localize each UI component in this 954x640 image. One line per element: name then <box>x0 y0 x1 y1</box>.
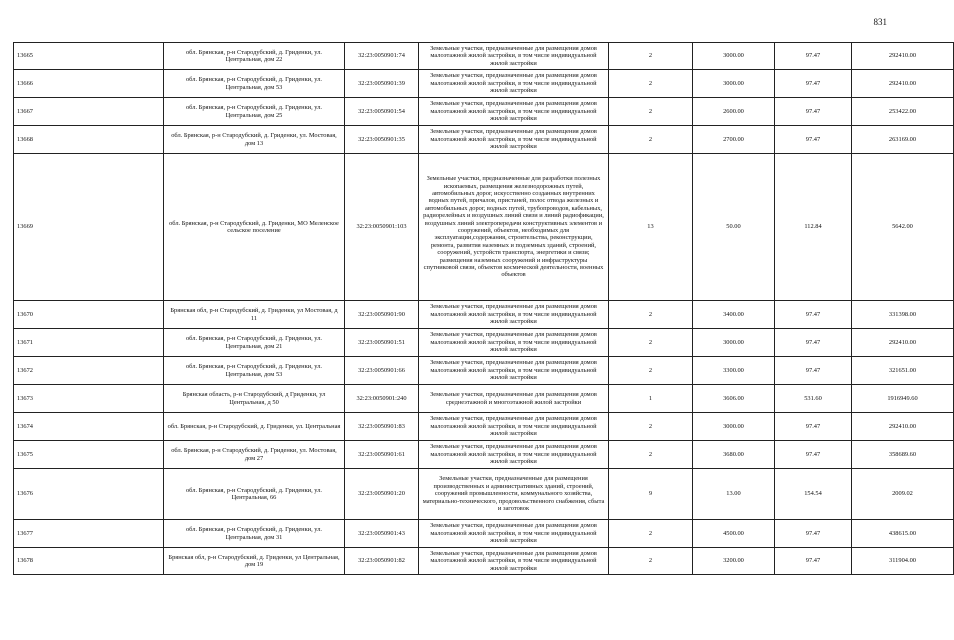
cadastral-number-cell: 32:23:0050901:39 <box>345 70 419 98</box>
unit-value-cell: 97.47 <box>775 413 852 441</box>
address-cell: обл. Брянская, р-н Стародубский, д. Гриденки, ул. Центральная, дом 53 <box>164 70 345 98</box>
area-cell: 3000.00 <box>693 70 775 98</box>
area-cell: 13.00 <box>693 469 775 520</box>
table-row <box>14 126 954 154</box>
area-cell: 3680.00 <box>693 441 775 469</box>
cadastral-number-cell: 32:23:0050901:83 <box>345 413 419 441</box>
address-cell: обл. Брянская, р-н Стародубский, д. Гриденки, ул. Мостовая, дом 27 <box>164 441 345 469</box>
address-cell: обл. Брянская, р-н Стародубский, д. Гриденки, ул. Центральная, дом 21 <box>164 329 345 357</box>
unit-value-cell: 97.47 <box>775 520 852 548</box>
table-row <box>14 301 954 329</box>
area-cell: 2700.00 <box>693 126 775 154</box>
cadastral-value-cell: 5642.00 <box>852 154 954 301</box>
table-row <box>14 548 954 575</box>
cadastral-value-cell: 292410.00 <box>852 413 954 441</box>
row-id-cell: 13667 <box>14 98 164 126</box>
row-id-cell: 13669 <box>14 154 164 301</box>
use-class-cell: 2 <box>609 126 693 154</box>
cadastral-value-cell: 292410.00 <box>852 43 954 70</box>
land-use-cell: Земельные участки, предназначенные для размещения домов среднеэтажной и многоэтажной жилой застройки <box>419 385 609 413</box>
land-use-cell: Земельные участки, предназначенные для размещения домов малоэтажной жилой застройки, в том числе индивидуальной жилой застройки <box>419 70 609 98</box>
use-class-cell: 2 <box>609 43 693 70</box>
land-use-cell: Земельные участки, предназначенные для размещения домов малоэтажной жилой застройки, в том числе индивидуальной жилой застройки <box>419 413 609 441</box>
cadastral-value-cell: 358689.60 <box>852 441 954 469</box>
cadastral-number-cell: 32:23:0050901:66 <box>345 357 419 385</box>
cadastral-number-cell: 32:23:0050901:82 <box>345 548 419 575</box>
row-id-cell: 13665 <box>14 43 164 70</box>
area-cell: 4500.00 <box>693 520 775 548</box>
land-use-cell: Земельные участки, предназначенные для размещения домов малоэтажной жилой застройки, в том числе индивидуальной жилой застройки <box>419 357 609 385</box>
area-cell: 3200.00 <box>693 548 775 575</box>
address-cell: обл. Брянская, р-н Стародубский, д. Гриденки, ул. Мостовая, дом 13 <box>164 126 345 154</box>
area-cell: 3000.00 <box>693 413 775 441</box>
unit-value-cell: 112.84 <box>775 154 852 301</box>
land-use-cell: Земельные участки, предназначенные для размещения домов малоэтажной жилой застройки, в том числе индивидуальной жилой застройки <box>419 98 609 126</box>
address-cell: Брянская обл, р-н Стародубский, д. Гриденки, ул Мостовая, д 11 <box>164 301 345 329</box>
unit-value-cell: 97.47 <box>775 126 852 154</box>
table-row <box>14 469 954 520</box>
cadastral-value-cell: 292410.00 <box>852 70 954 98</box>
address-cell: Брянская область, р-н Стародубский, д Гриденки, ул Центральная, д 50 <box>164 385 345 413</box>
use-class-cell: 2 <box>609 329 693 357</box>
row-id-cell: 13674 <box>14 413 164 441</box>
cadastral-value-cell: 2009.02 <box>852 469 954 520</box>
use-class-cell: 2 <box>609 413 693 441</box>
cadastral-number-cell: 32:23:0050901:35 <box>345 126 419 154</box>
table-row <box>14 154 954 301</box>
row-id-cell: 13675 <box>14 441 164 469</box>
address-cell: обл. Брянская, р-н Стародубский, д. Гриденки, ул. Центральная, дом 31 <box>164 520 345 548</box>
cadastral-value-cell: 331398.00 <box>852 301 954 329</box>
land-use-cell: Земельные участки, предназначенные для размещения домов малоэтажной жилой застройки, в том числе индивидуальной жилой застройки <box>419 126 609 154</box>
table-row <box>14 520 954 548</box>
unit-value-cell: 97.47 <box>775 329 852 357</box>
unit-value-cell: 97.47 <box>775 441 852 469</box>
cadastral-value-cell: 292410.00 <box>852 329 954 357</box>
land-use-cell: Земельные участки, предназначенные для размещения производственных и административных зданий, строений, сооружений промышленности, коммунального хозяйства, материально-технического, продовольственного снабжения, сбыта и заготовок <box>419 469 609 520</box>
cadastral-value-cell: 311904.00 <box>852 548 954 575</box>
area-cell: 3000.00 <box>693 329 775 357</box>
cadastral-value-cell: 321651.00 <box>852 357 954 385</box>
use-class-cell: 2 <box>609 520 693 548</box>
unit-value-cell: 97.47 <box>775 98 852 126</box>
cadastral-value-table <box>13 42 954 575</box>
row-id-cell: 13670 <box>14 301 164 329</box>
table-row <box>14 385 954 413</box>
land-use-cell: Земельные участки, предназначенные для размещения домов малоэтажной жилой застройки, в том числе индивидуальной жилой застройки <box>419 441 609 469</box>
cadastral-number-cell: 32:23:0050901:240 <box>345 385 419 413</box>
cadastral-number-cell: 32:23:0050901:74 <box>345 43 419 70</box>
land-use-cell: Земельные участки, предназначенные для размещения домов малоэтажной жилой застройки, в том числе индивидуальной жилой застройки <box>419 548 609 575</box>
use-class-cell: 2 <box>609 357 693 385</box>
address-cell: обл. Брянская, р-н Стародубский, д. Гриденки, ул. Центральная, дом 53 <box>164 357 345 385</box>
table-row <box>14 70 954 98</box>
row-id-cell: 13677 <box>14 520 164 548</box>
cadastral-number-cell: 32:23:0050901:51 <box>345 329 419 357</box>
row-id-cell: 13668 <box>14 126 164 154</box>
table-row <box>14 43 954 70</box>
area-cell: 50.00 <box>693 154 775 301</box>
cadastral-number-cell: 32:23:0050901:54 <box>345 98 419 126</box>
area-cell: 3300.00 <box>693 357 775 385</box>
row-id-cell: 13678 <box>14 548 164 575</box>
address-cell: обл. Брянская, р-н Стародубский, д. Гриденки, ул. Центральная, дом 25 <box>164 98 345 126</box>
land-use-cell: Земельные участки, предназначенные для размещения домов малоэтажной жилой застройки, в том числе индивидуальной жилой застройки <box>419 520 609 548</box>
cadastral-value-cell: 438615.00 <box>852 520 954 548</box>
cadastral-number-cell: 32:23:0050901:90 <box>345 301 419 329</box>
unit-value-cell: 97.47 <box>775 357 852 385</box>
address-cell: Брянская обл, р-н Стародубский, д. Гриденки, ул Центральная, дом 19 <box>164 548 345 575</box>
use-class-cell: 2 <box>609 301 693 329</box>
use-class-cell: 13 <box>609 154 693 301</box>
area-cell: 2600.00 <box>693 98 775 126</box>
unit-value-cell: 97.47 <box>775 548 852 575</box>
land-use-cell: Земельные участки, предназначенные для размещения домов малоэтажной жилой застройки, в том числе индивидуальной жилой застройки <box>419 301 609 329</box>
row-id-cell: 13666 <box>14 70 164 98</box>
unit-value-cell: 97.47 <box>775 43 852 70</box>
address-cell: обл. Брянская, р-н Стародубский, д. Гриденки, МО Меленское сельское поселение <box>164 154 345 301</box>
address-cell: обл. Брянская, р-н Стародубский, д. Гриденки, ул. Центральная, 66 <box>164 469 345 520</box>
area-cell: 3400.00 <box>693 301 775 329</box>
page-number: 831 <box>873 17 887 27</box>
cadastral-number-cell: 32:23:0050901:103 <box>345 154 419 301</box>
use-class-cell: 2 <box>609 548 693 575</box>
unit-value-cell: 531.60 <box>775 385 852 413</box>
table-row <box>14 329 954 357</box>
address-cell: обл. Брянская, р-н Стародубский, д. Гриденки, ул. Центральная <box>164 413 345 441</box>
table-row <box>14 441 954 469</box>
use-class-cell: 1 <box>609 385 693 413</box>
area-cell: 3606.00 <box>693 385 775 413</box>
land-use-cell: Земельные участки, предназначенные для разработки полезных ископаемых, размещения железнодорожных путей, автомобильных дорог, искусственно созданных внутренних водных путей, причалов, пристаней, полос отвода железных и автомобильных дорог, водных путей, трубопроводов, кабельных, радиорелейных и воздушных линий связи и линий радиофикации, воздушных линий электропередачи конструктивных элементов и сооружений, объектов, необходимых для эксплуатации,содержания, строительства, реконструкции, ремонта, развития наземных и подземных зданий, строений, сооружений, устройств транспорта, энергетики и связи; размещения наземных сооружений и инфраструктуры спутниковой связи, объектов космической деятельности, военных объектов <box>419 154 609 301</box>
use-class-cell: 2 <box>609 98 693 126</box>
use-class-cell: 9 <box>609 469 693 520</box>
land-use-cell: Земельные участки, предназначенные для размещения домов малоэтажной жилой застройки, в том числе индивидуальной жилой застройки <box>419 329 609 357</box>
row-id-cell: 13673 <box>14 385 164 413</box>
unit-value-cell: 154.54 <box>775 469 852 520</box>
cadastral-value-cell: 263169.00 <box>852 126 954 154</box>
table-row <box>14 98 954 126</box>
address-cell: обл. Брянская, р-н Стародубский, д. Гриденки, ул. Центральная, дом 22 <box>164 43 345 70</box>
use-class-cell: 2 <box>609 441 693 469</box>
land-use-cell: Земельные участки, предназначенные для размещения домов малоэтажной жилой застройки, в том числе индивидуальной жилой застройки <box>419 43 609 70</box>
cadastral-number-cell: 32:23:0050901:61 <box>345 441 419 469</box>
area-cell: 3000.00 <box>693 43 775 70</box>
row-id-cell: 13676 <box>14 469 164 520</box>
cadastral-value-cell: 1916949.60 <box>852 385 954 413</box>
cadastral-number-cell: 32:23:0050901:20 <box>345 469 419 520</box>
cadastral-value-cell: 253422.00 <box>852 98 954 126</box>
use-class-cell: 2 <box>609 70 693 98</box>
table-row <box>14 357 954 385</box>
row-id-cell: 13671 <box>14 329 164 357</box>
table-row <box>14 413 954 441</box>
row-id-cell: 13672 <box>14 357 164 385</box>
cadastral-number-cell: 32:23:0050901:43 <box>345 520 419 548</box>
unit-value-cell: 97.47 <box>775 301 852 329</box>
unit-value-cell: 97.47 <box>775 70 852 98</box>
